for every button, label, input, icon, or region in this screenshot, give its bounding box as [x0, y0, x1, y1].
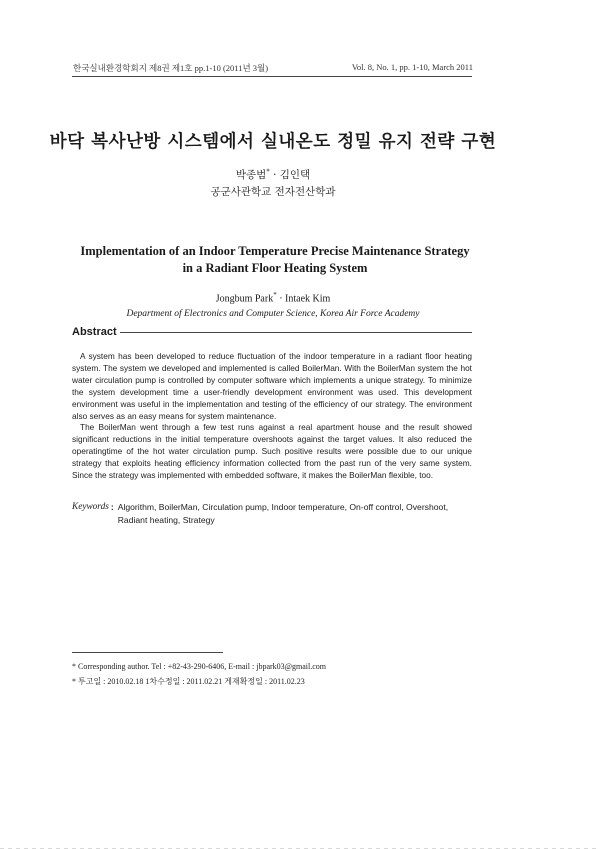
english-second-author: · Intaek Kim	[276, 293, 331, 305]
korean-second-author: · 김인택	[269, 169, 311, 181]
korean-title: 바닥 복사난방 시스템에서 실내온도 정밀 유지 전략 구현	[49, 132, 497, 152]
english-authors	[0, 291, 546, 304]
korean-first-author: 박종범	[235, 169, 267, 181]
abstract-paragraph-2: The BoilerMan went through a few test runs against a real apartment house and the result showed significant reductions in the initial temperature overshoots against the target values. It also reduced the operatingtime of the hot water circulation pump. Such positive results were possible due to our unique strategy that exploits heating efficiency information collected from the past run of the very same system. Since the strategy was implemented with embedded software, it makes the BoilerMan flexible, too.	[72, 422, 472, 481]
corresponding-mark-en: *	[273, 291, 277, 299]
journal-header-english: Vol. 8, No. 1, pp. 1-10, March 2011	[351, 62, 473, 72]
keywords-text: Algorithm, BoilerMan, Circulation pump, Indoor temperature, On-off control, Overshoot, Radiant heating, Strategy	[117, 502, 449, 525]
abstract-rule	[120, 332, 472, 333]
keywords-label: Keywords	[72, 502, 109, 512]
keywords-colon: :	[110, 502, 114, 512]
journal-header-korean: 한국실내환경학회지 제8권 제1호 pp.1-10 (2011년 3월)	[73, 63, 269, 73]
english-affiliation: Department of Electronics and Computer Science, Korea Air Force Academy	[126, 309, 420, 319]
footnote-dates: * 투고일 : 2010.02.18 1차수정일 : 2011.02.21 게재확정일 : 2011.02.23	[72, 677, 305, 686]
footnote-corresponding: * Corresponding author. Tel : +82-43-290-6406, E-mail : jbpark03@gmail.com	[72, 662, 327, 671]
korean-affiliation: 공군사관학교 전자전산학과	[210, 186, 336, 198]
english-first-author: Jongbum Park	[215, 293, 274, 305]
abstract-heading	[72, 326, 472, 338]
header-rule	[72, 76, 472, 77]
footnote-rule	[72, 652, 223, 653]
abstract-body	[72, 351, 472, 482]
abstract-paragraph-1: A system has been developed to reduce fluctuation of the indoor temperature in a radiant floor heating system. The system we developed and implemented is called BoilerMan. With the BoilerMan system the hot water circulation pump is controlled by computer software which implements a unique strategy. To minimize the system development time a user-friendly development environment was used. This development environment was useful in the implementation and testing of the efficiency of our strategy. The environment also serves as an easy means for system maintenance.	[72, 351, 472, 421]
keywords	[72, 501, 474, 527]
korean-authors	[0, 167, 546, 182]
abstract-label: Abstract	[72, 326, 117, 338]
english-title: Implementation of an Indoor Temperature Precise Maintenance Strategy in a Radiant Floor Heating System	[80, 244, 470, 275]
corresponding-mark: *	[266, 167, 270, 176]
